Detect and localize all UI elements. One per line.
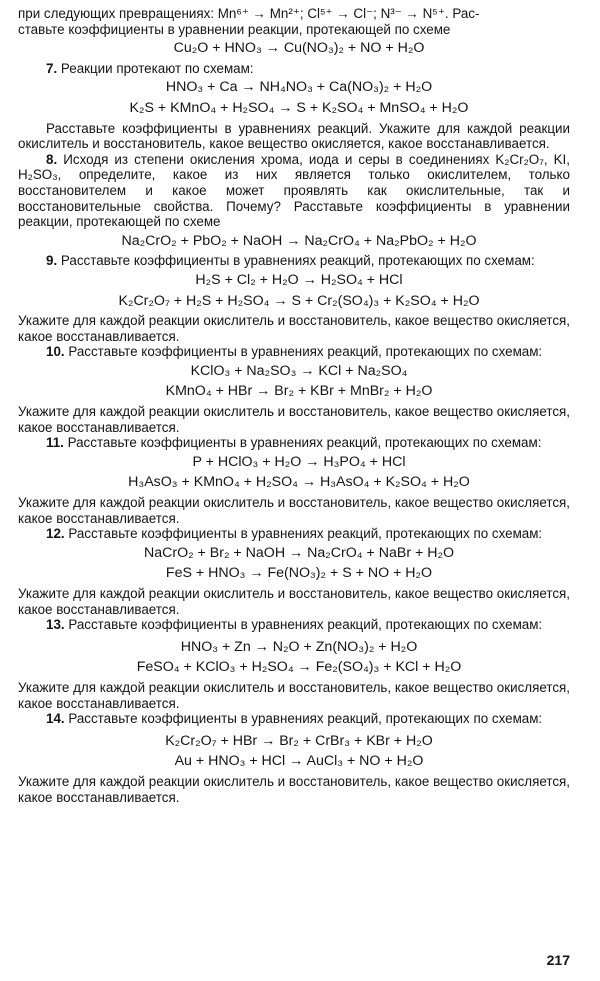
task-12-equation-2: FeS + HNO₃ → Fe(NO₃)₂ + S + NO + H₂O: [165, 565, 433, 582]
task-7-intro-text: Реакции протекают по схемам:: [60, 60, 254, 76]
task-7-equation-2: K₂S + KMnO₄ + H₂SO₄ → S + K₂SO₄ + MnSO₄ + H₂O: [129, 99, 469, 116]
task-11-intro-text: Расставьте коэффициенты в уравнениях реакций, протекающих по схемам:: [67, 435, 542, 451]
page-number: 217: [546, 952, 570, 968]
task-10-equation-2: KMnO₄ + HBr → Br₂ + KBr + MnBr₂ + H₂O: [165, 383, 433, 400]
task-12-intro: [18, 526, 570, 542]
task-13-intro: [18, 617, 570, 633]
continued-line-1: при следующих превращениях: Mn⁶⁺ → Mn²⁺; Cl⁵⁺ → Cl⁻; N³⁻ → N⁵⁺. Рас-: [18, 6, 480, 21]
task-12-instruction: Укажите для каждой реакции окислитель и восстановитель, какое вещество окисляется, какое восстанавливается.: [18, 586, 570, 617]
task-9-instruction: Укажите для каждой реакции окислитель и восстановитель, какое вещество окисляется, какое восстанавливается.: [18, 313, 570, 344]
task-9-equation-2: K₂Cr₂O₇ + H₂S + H₂SO₄ → S + Cr₂(SO₄)₃ + K₂SO₄ + H₂O: [118, 292, 480, 309]
equation-cu2o: Cu₂O + HNO₃ → Cu(NO₃)₂ + NO + H₂O: [173, 40, 425, 57]
task-12-number: 12.: [46, 526, 65, 542]
task-14-number: 14.: [46, 711, 65, 727]
task-13-equation-1: HNO₃ + Zn → N₂O + Zn(NO₃)₂ + H₂O: [180, 638, 418, 655]
task-7-number: 7.: [46, 60, 58, 76]
task-13-instruction: Укажите для каждой реакции окислитель и восстановитель, какое вещество окисляется, какое восстанавливается.: [18, 679, 570, 711]
task-8-number: 8.: [46, 151, 58, 167]
task-11-equation-2: H₃AsO₃ + KMnO₄ + H₂SO₄ → H₃AsO₄ + K₂SO₄ + H₂O: [128, 474, 470, 491]
task-9-equation-1: H₂S + Cl₂ + H₂O → H₂SO₄ + HCl: [195, 271, 403, 288]
task-8-body: Исходя из степени окисления хрома, иода и серы в соединениях K₂Cr₂O₇, KI, H₂SO₃, определите, какое из них является только окислителем, только восстановителем и какое может проявлять как окислительные, так и восстановительные свойства. Почему? Расставьте коэффициенты в уравнении реакции, протекающей по схеме: [18, 151, 570, 230]
task-13-number: 13.: [46, 617, 65, 633]
task-11-instruction: Укажите для каждой реакции окислитель и восстановитель, какое вещество окисляется, какое восстанавливается.: [18, 495, 570, 526]
task-11-intro: [18, 435, 570, 451]
task-13-equation-2: FeSO₄ + KClO₃ + H₂SO₄ → Fe₂(SO₄)₃ + KCl + H₂O: [136, 659, 462, 676]
task-10-equation-1: KClO₃ + Na₂SO₃ → KCl + Na₂SO₄: [190, 362, 408, 379]
task-14-equation-1: K₂Cr₂O₇ + HBr → Br₂ + CrBr₃ + KBr + H₂O: [165, 732, 433, 749]
task-8-equation-1: Na₂CrO₂ + PbO₂ + NaOH → Na₂CrO₄ + Na₂PbO₂ + H₂O: [121, 232, 477, 249]
task-14-intro: [18, 711, 570, 727]
task-11-number: 11.: [46, 435, 64, 451]
task-10-intro: [18, 344, 570, 360]
task-14-instruction: Укажите для каждой реакции окислитель и восстановитель, какое вещество окисляется, какое восстанавливается.: [18, 773, 570, 805]
task-7-equation-1: HNO₃ + Ca → NH₄NO₃ + Ca(NO₃)₂ + H₂O: [165, 79, 433, 96]
task-10-intro-text: Расставьте коэффициенты в уравнениях реакций, протекающих по схемам:: [68, 344, 543, 360]
task-7-instruction: Расставьте коэффициенты в уравнениях реакций. Укажите для каждой реакции окислитель и восстановитель, какое вещество окисляется, какое восстанавливается.: [18, 120, 570, 152]
task-9-intro: [18, 253, 570, 269]
task-13-intro-text: Расставьте коэффициенты в уравнениях реакций, протекающих по схемам:: [68, 617, 543, 633]
task-7-intro: [18, 61, 570, 77]
task-14-intro-text: Расставьте коэффициенты в уравнениях реакций, протекающих по схемам:: [68, 711, 543, 727]
task-10-instruction: Укажите для каждой реакции окислитель и восстановитель, какое вещество окисляется, какое восстанавливается.: [18, 404, 570, 435]
continued-line-2: ставьте коэффициенты в уравнении реакции, протекающей по схеме: [18, 21, 451, 37]
task-14-equation-2: Au + HNO₃ + HCl → AuCl₃ + NO + H₂O: [174, 753, 424, 770]
task-8-text: [18, 152, 570, 230]
task-9-intro-text: Расставьте коэффициенты в уравнениях реакций, протекающих по схемам:: [60, 253, 535, 269]
task-11-equation-1: P + HClO₃ + H₂O → H₃PO₄ + HCl: [192, 453, 406, 470]
task-10-number: 10.: [46, 344, 65, 360]
task-12-intro-text: Расставьте коэффициенты в уравнениях реакций, протекающих по схемам:: [68, 526, 543, 542]
task-12-equation-1: NaCrO₂ + Br₂ + NaOH → Na₂CrO₄ + NaBr + H₂O: [143, 544, 455, 561]
task-9-number: 9.: [46, 253, 58, 269]
